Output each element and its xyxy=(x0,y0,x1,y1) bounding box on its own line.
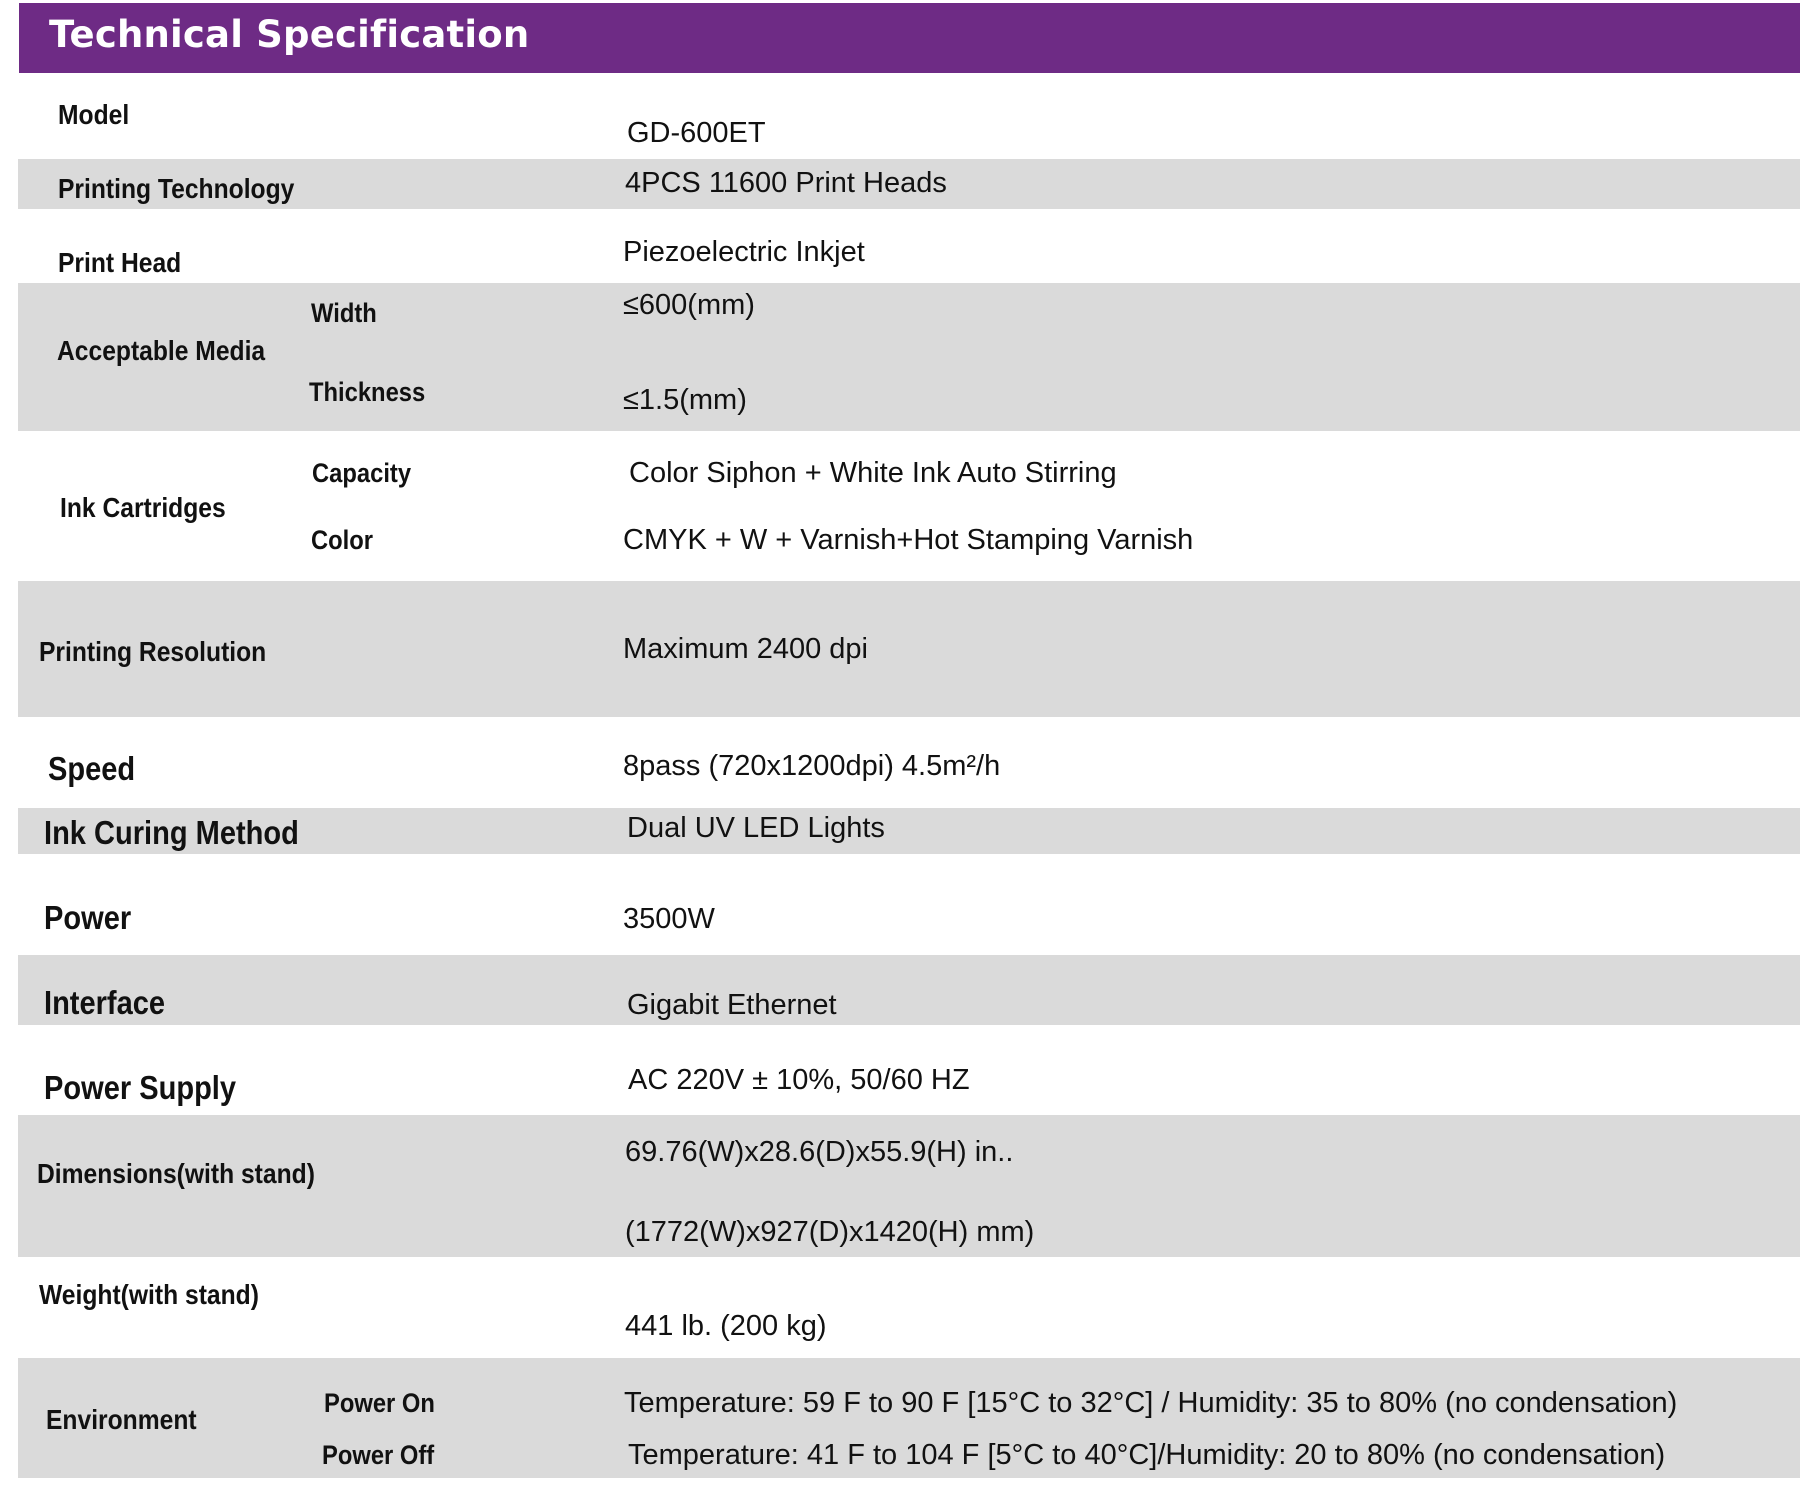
row-band-interface xyxy=(18,955,1800,1025)
power-supply-value: AC 220V ± 10%, 50/60 HZ xyxy=(628,1064,970,1096)
ink-cartridges-label: Ink Cartridges xyxy=(60,492,226,523)
dimensions-label: Dimensions(with stand) xyxy=(37,1158,315,1189)
printing-technology-label: Printing Technology xyxy=(58,173,295,204)
ink-color-label: Color xyxy=(311,525,374,555)
power-off-label: Power Off xyxy=(322,1440,435,1470)
media-thickness-label: Thickness xyxy=(309,377,426,407)
model-label: Model xyxy=(58,99,130,130)
interface-value: Gigabit Ethernet xyxy=(627,989,837,1021)
spec-header-bar xyxy=(19,3,1800,73)
printing-technology-value: 4PCS 11600 Print Heads xyxy=(625,167,947,199)
power-value: 3500W xyxy=(623,903,715,935)
interface-label: Interface xyxy=(44,984,166,1021)
weight-label: Weight(with stand) xyxy=(39,1279,259,1310)
printing-resolution-value: Maximum 2400 dpi xyxy=(623,633,868,665)
dimensions-value-mm: (1772(W)x927(D)x1420(H) mm) xyxy=(625,1216,1035,1248)
environment-label: Environment xyxy=(46,1404,197,1435)
power-on-label: Power On xyxy=(324,1388,435,1418)
print-head-label: Print Head xyxy=(58,247,182,278)
ink-color-value: CMYK + W + Varnish+Hot Stamping Varnish xyxy=(623,524,1194,556)
power-supply-label: Power Supply xyxy=(44,1069,237,1106)
dimensions-value-inches: 69.76(W)x28.6(D)x55.9(H) in.. xyxy=(625,1136,1014,1168)
model-value: GD-600ET xyxy=(627,117,766,149)
media-thickness-value: ≤1.5(mm) xyxy=(623,384,747,416)
speed-label: Speed xyxy=(48,750,136,787)
row-band-acceptable-media xyxy=(18,283,1800,431)
ink-curing-method-label: Ink Curing Method xyxy=(44,814,299,851)
power-label: Power xyxy=(44,899,132,936)
ink-curing-method-value: Dual UV LED Lights xyxy=(627,812,885,844)
media-width-label: Width xyxy=(311,298,377,328)
weight-value: 441 lb. (200 kg) xyxy=(625,1310,827,1342)
ink-capacity-label: Capacity xyxy=(312,458,412,488)
media-width-value: ≤600(mm) xyxy=(623,289,755,321)
row-band-printing-resolution xyxy=(18,581,1800,717)
power-on-value: Temperature: 59 F to 90 F [15°C to 32°C] / Humidity: 35 to 80% (no condensation) xyxy=(624,1387,1678,1419)
page-title: Technical Specification xyxy=(49,13,530,56)
printing-resolution-label: Printing Resolution xyxy=(39,636,267,667)
speed-value: 8pass (720x1200dpi) 4.5m²/h xyxy=(623,750,1001,782)
print-head-value: Piezoelectric Inkjet xyxy=(623,236,865,268)
power-off-value: Temperature: 41 F to 104 F [5°C to 40°C]/Humidity: 20 to 80% (no condensation) xyxy=(628,1439,1666,1471)
acceptable-media-label: Acceptable Media xyxy=(57,335,266,366)
ink-capacity-value: Color Siphon + White Ink Auto Stirring xyxy=(629,457,1117,489)
